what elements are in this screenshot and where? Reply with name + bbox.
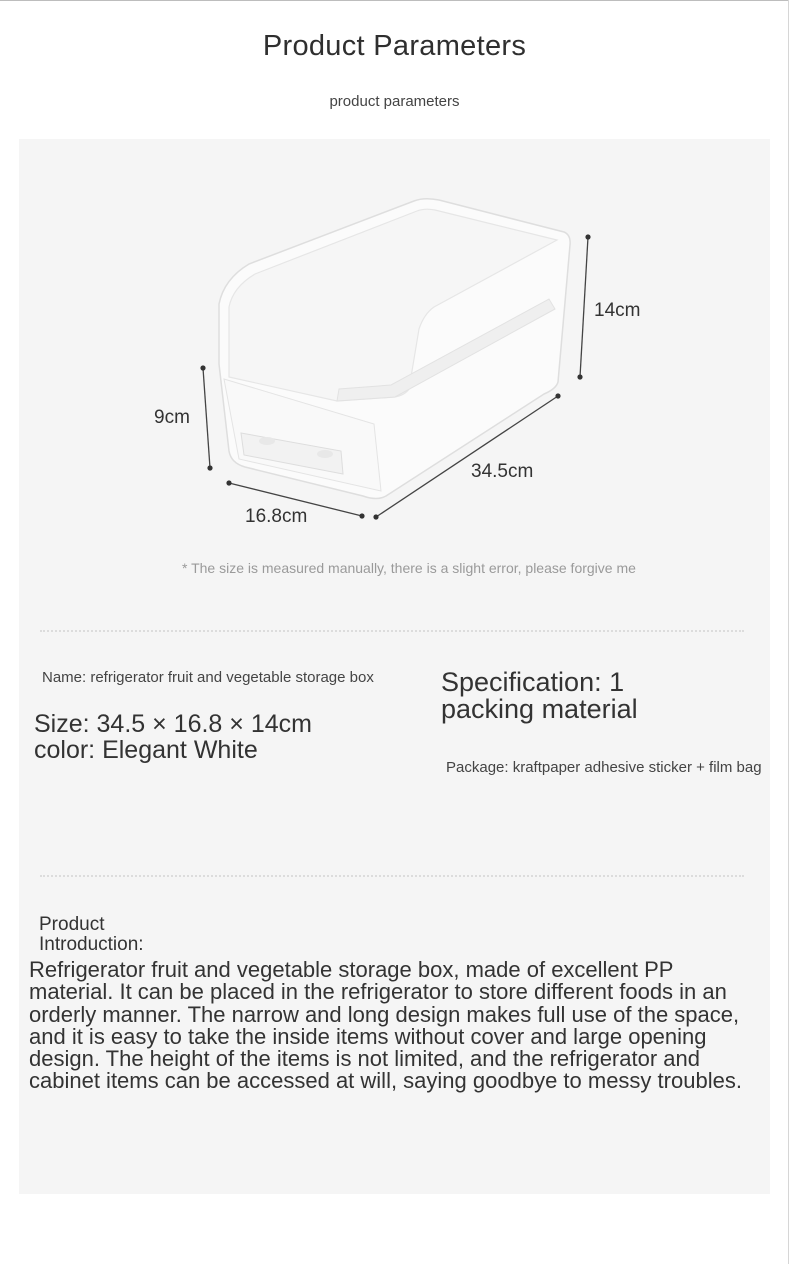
product-name: Name: refrigerator fruit and vegetable storage box: [42, 669, 374, 686]
page-subtitle: product parameters: [329, 93, 460, 110]
product-size: Size: 34.5 × 16.8 × 14cm: [34, 710, 312, 738]
product-specification: Specification: 1 packing material: [441, 667, 638, 724]
top-border: [0, 0, 789, 1]
product-package: Package: kraftpaper adhesive sticker + film bag: [446, 759, 762, 776]
intro-body: Refrigerator fruit and vegetable storage box, made of excellent PP material. It can be placed in the refrigerator to store different foods in an orderly manner. The narrow and long design makes full use of the space, and it is easy to take the inside items without cover and large opening design. The height of the items is not limited, and the refrigerator and cabinet items can be accessed at will, saying goodbye to messy troubles.: [29, 957, 742, 1094]
page-title: Product Parameters: [262, 30, 527, 62]
dimension-label-14cm: 14cm: [594, 300, 641, 321]
product-dimension-figure: [19, 139, 770, 609]
product-color: color: Elegant White: [34, 736, 258, 764]
dimension-label-34-5cm: 34.5cm: [471, 461, 534, 482]
dimension-line-9cm: [203, 368, 210, 468]
storage-box-image: [219, 199, 570, 499]
dimension-line-14cm: [580, 237, 588, 377]
divider-2: [40, 875, 744, 877]
dimension-label-9cm: 9cm: [154, 407, 190, 428]
intro-heading: Product Introduction:: [39, 914, 144, 955]
measurement-note: * The size is measured manually, there is a slight error, please forgive me: [182, 560, 636, 576]
divider-1: [40, 630, 744, 632]
dimension-label-16-8cm: 16.8cm: [245, 506, 308, 527]
